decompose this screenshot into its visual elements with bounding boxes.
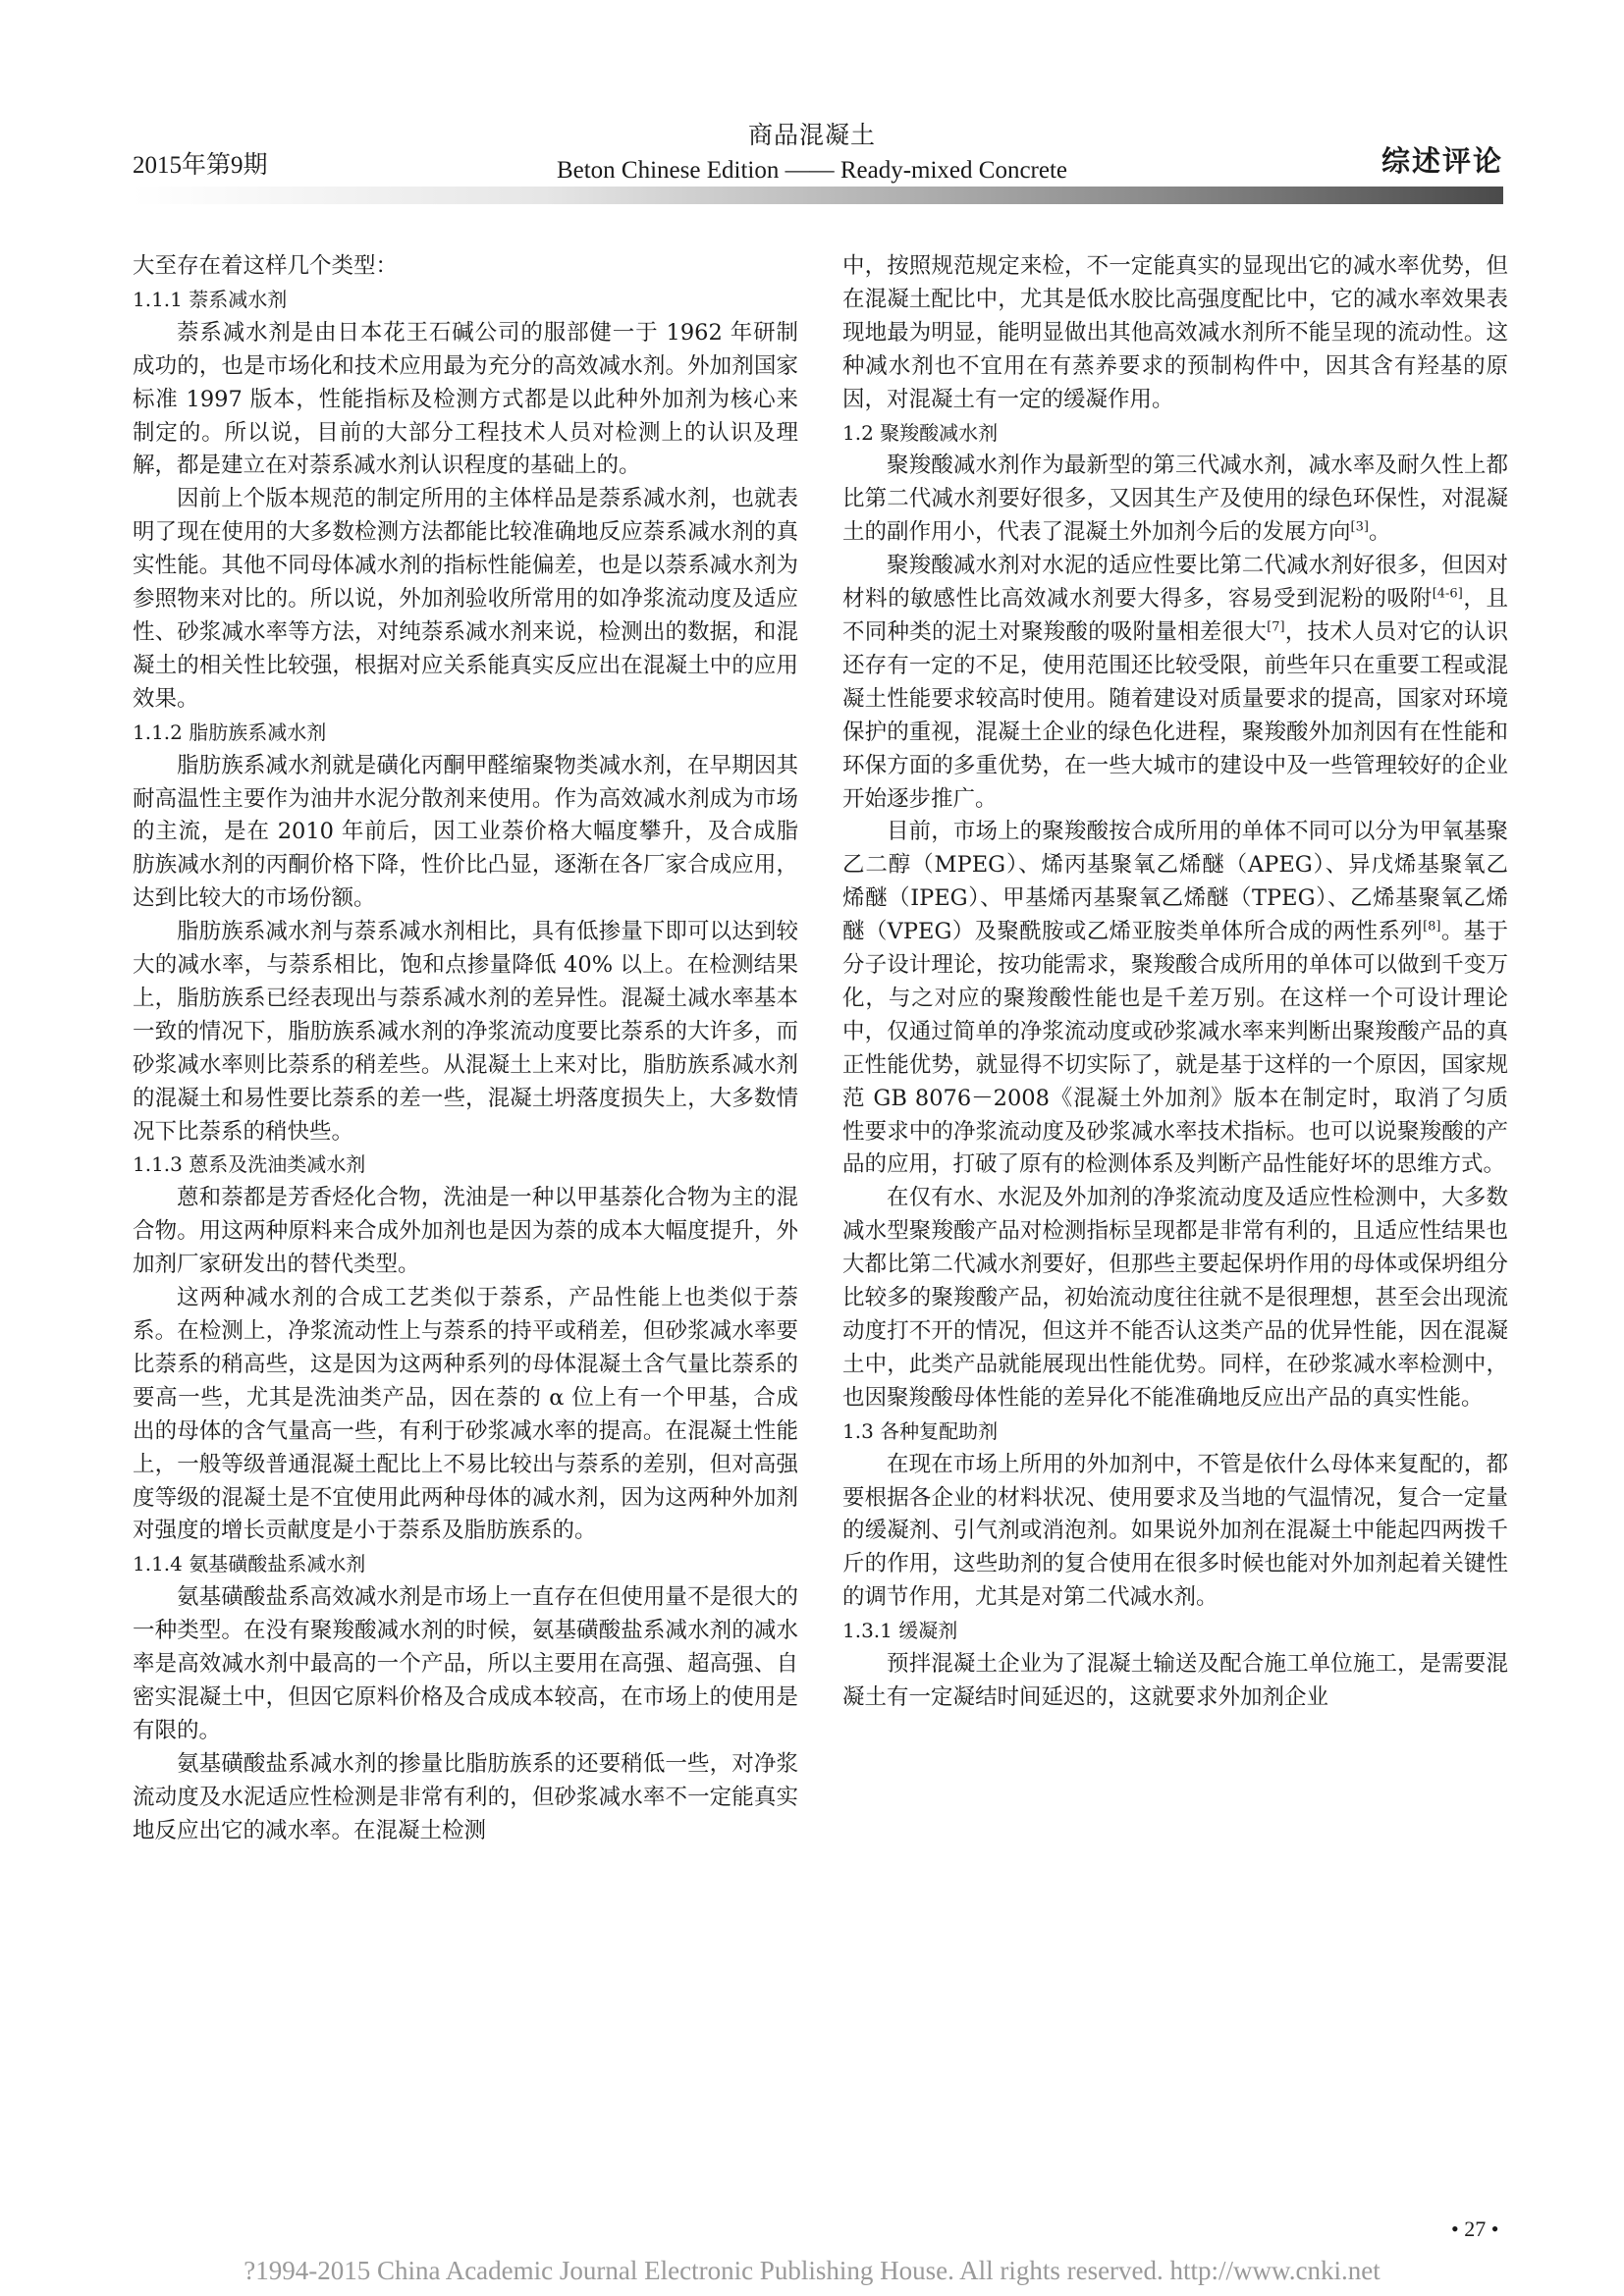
paragraph-text: 。基于分子设计理论，按功能需求，聚羧酸合成所用的单体可以做到千变万化，与之对应的聚羧酸性能也是千差万别。在这样一个可设计理论中，仅通过简单的净浆流动度或砂浆减水率来判断出聚羧酸产品的真正性能优势，就显得不切实际了，就是基于这样的一个原因，国家规范 GB 8076－2008《混凝土外加剂》版本在制定时，取消了匀质性要求中的净浆流动度及砂浆减水率技术指标。也可以说聚羧酸的产品的应用，打破了原有的检测体系及判断产品性能好坏的思维方式。: [842, 919, 1508, 1178]
body-paragraph: 脂肪族系减水剂就是磺化丙酮甲醛缩聚物类减水剂，在早期因其耐高温性主要作为油井水泥分散剂来使用。作为高效减水剂成为市场的主流，是在 2010 年前后，因工业萘价格大幅度攀升，及合成脂肪族减水剂的丙酮价格下降，性价比凸显，逐渐在各厂家合成应用，达到比较大的市场份额。: [133, 752, 798, 912]
body-paragraph: 因前上个版本规范的制定所用的主体样品是萘系减水剂，也就表明了现在使用的大多数检测方法都能比较准确地反应萘系减水剂的真实性能。其他不同母体减水剂的指标性能偏差，也是以萘系减水剂为参照物来对比的。所以说，外加剂验收所常用的如净浆流动度及适应性、砂浆减水率等方法，对纯萘系减水剂来说，检测出的数据，和混凝土的相关性比较强，根据对应关系能真实反应出在混凝土中的应用效果。: [133, 486, 798, 712]
section-heading: 1.1.2 脂肪族系减水剂: [133, 720, 327, 744]
left-column: [133, 250, 798, 1848]
section-heading: 1.1.1 萘系减水剂: [133, 287, 288, 311]
issue-label: 2015年第9期: [133, 152, 268, 179]
header-rule: [133, 187, 1503, 204]
paragraph-text: 目前，市场上的聚羧酸按合成所用的单体不同可以分为甲氧基聚乙二醇（MPEG）、烯丙基聚氧乙烯醚（APEG）、异戊烯基聚氧乙烯醚（IPEG）、甲基烯丙基聚氧乙烯醚（TPEG）、乙烯基聚氧乙烯醚（VPEG）及聚酰胺或乙烯亚胺类单体所合成的两性系列: [842, 819, 1508, 945]
body-paragraph: 脂肪族系减水剂与萘系减水剂相比，具有低掺量下即可以达到较大的减水率，与萘系相比，饱和点掺量降低 40% 以上。在检测结果上，脂肪族系已经表现出与萘系减水剂的差异性。混凝土减水率基本一致的情况下，脂肪族系减水剂的净浆流动度要比萘系的大许多，而砂浆减水率则比萘系的稍差些。从混凝土上来对比，脂肪族系减水剂的混凝土和易性要比萘系的差一些，混凝土坍落度损失上，大多数情况下比萘系的稍快些。: [133, 919, 798, 1145]
paragraph-text: ，且不同种类的泥土对聚羧酸的吸附量相差很大: [842, 586, 1508, 645]
journal-subtitle: Beton Chinese Edition —— Ready-mixed Concrete: [556, 157, 1068, 184]
section-heading: 1.3.1 缓凝剂: [842, 1619, 958, 1643]
citation-reference: [7]: [1267, 619, 1285, 635]
paragraph-text: 聚羧酸减水剂对水泥的适应性要比第二代减水剂好很多，但因对材料的敏感性比高效减水剂要大得多，容易受到泥粉的吸附: [842, 553, 1508, 613]
right-column: [842, 250, 1508, 1715]
body-paragraph: 这两种减水剂的合成工艺类似于萘系，产品性能上也类似于萘系。在检测上，净浆流动性上与萘系的持平或稍差，但砂浆减水率要比萘系的稍高些，这是因为这两种系列的母体混凝土含气量比萘系的要高一些，尤其是洗油类产品，因在萘的 α 位上有一个甲基，合成出的母体的含气量高一些，有利于砂浆减水率的提高。在混凝土性能上，一般等级普通混凝土配比上不易比较出与萘系的差别，但对高强度等级的混凝土是不宜使用此两种母体的减水剂，因为这两种外加剂对强度的增长贡献度是小于萘系及脂肪族系的。: [133, 1285, 798, 1544]
copyright-footer: ?1994-2015 China Academic Journal Electronic Publishing House. All rights reserved. http://www.cnki.net: [244, 2256, 1380, 2285]
journal-name: 商品混凝土: [747, 121, 876, 149]
body-paragraph: [842, 450, 1508, 550]
body-paragraph: [842, 816, 1508, 1182]
body-paragraph: 氨基磺酸盐系减水剂的掺量比脂肪族系的还要稍低一些，对净浆流动度及水泥适应性检测是非常有利的，但砂浆减水率不一定能真实地反应出它的减水率。在混凝土检测: [133, 1750, 798, 1843]
section-heading: 1.3 各种复配助剂: [842, 1418, 999, 1443]
body-paragraph: [842, 550, 1508, 816]
paragraph-text: ，技术人员对它的认识还存有一定的不足，使用范围还比较受限，前些年只在重要工程或混凝土性能要求较高时使用。随着建设对质量要求的提高，国家对环境保护的重视，混凝土企业的绿色化进程，聚羧酸外加剂因有在性能和环保方面的多重优势，在一些大城市的建设中及一些管理较好的企业开始逐步推广。: [842, 618, 1508, 812]
body-paragraph: 蒽和萘都是芳香烃化合物，洗油是一种以甲基萘化合物为主的混合物。用这两种原料来合成外加剂也是因为萘的成本大幅度提升，外加剂厂家研发出的替代类型。: [133, 1185, 798, 1278]
section-heading: 1.1.3 蒽系及洗油类减水剂: [133, 1152, 366, 1177]
paragraph-text: 聚羧酸减水剂作为最新型的第三代减水剂，减水率及耐久性上都比第二代减水剂要好很多，又因其生产及使用的绿色环保性，对混凝土的副作用小，代表了混凝土外加剂今后的发展方向: [842, 453, 1508, 546]
body-paragraph: 在仅有水、水泥及外加剂的净浆流动度及适应性检测中，大多数减水型聚羧酸产品对检测指标呈现都是非常有利的，且适应性结果也大都比第二代减水剂要好，但那些主要起保坍作用的母体或保坍组分比较多的聚羧酸产品，初始流动度往往就不是很理想，甚至会出现流动度打不开的情况，但这并不能否认这类产品的优异性能，因在混凝土中，此类产品就能展现出性能优势。同样，在砂浆减水率检测中，也因聚羧酸母体性能的差异化不能准确地反应出产品的真实性能。: [842, 1185, 1508, 1411]
body-paragraph: 氨基磺酸盐系高效减水剂是市场上一直存在但使用量不是很大的一种类型。在没有聚羧酸减水剂的时候，氨基磺酸盐系减水剂的减水率是高效减水剂中最高的一个产品，所以主要用在高强、超高强、自密实混凝土中，但因它原料价格及合成成本较高，在市场上的使用是有限的。: [133, 1584, 798, 1743]
page-number: • 27 •: [1451, 2216, 1499, 2241]
section-heading: 1.1.4 氨基磺酸盐系减水剂: [133, 1552, 366, 1576]
citation-reference: [4-6]: [1432, 586, 1463, 602]
section-heading: 1.2 聚羧酸减水剂: [842, 420, 999, 445]
body-paragraph: 萘系减水剂是由日本花王石碱公司的服部健一于 1962 年研制成功的，也是市场化和技术应用最为充分的高效减水剂。外加剂国家标准 1997 版本，性能指标及检测方式都是以此种外加剂为核心来制定的。所以说，目前的大部分工程技术人员对检测上的认识及理解，都是建立在对萘系减水剂认识程度的基础上的。: [133, 319, 798, 479]
paragraph-text: 。: [1368, 519, 1391, 546]
body-paragraph: 大至存在着这样几个类型：: [133, 253, 399, 279]
body-paragraph: 预拌混凝土企业为了混凝土输送及配合施工单位施工，是需要混凝土有一定凝结时间延迟的，这就要求外加剂企业: [842, 1651, 1508, 1710]
body-paragraph: 在现在市场上所用的外加剂中，不管是依什么母体来复配的，都要根据各企业的材料状况、使用要求及当地的气温情况，复合一定量的缓凝剂、引气剂或消泡剂。如果说外加剂在混凝土中能起四两拨千斤的作用，这些助剂的复合使用在很多时候也能对外加剂起着关键性的调节作用，尤其是对第二代减水剂。: [842, 1451, 1508, 1611]
citation-reference: [3]: [1350, 519, 1369, 535]
body-paragraph: 中，按照规范规定来检，不一定能真实的显现出它的减水率优势，但在混凝土配比中，尤其是低水胶比高强度配比中，它的减水率效果表现地最为明显，能明显做出其他高效减水剂所不能呈现的流动性。这种减水剂也不宜用在有蒸养要求的预制构件中，因其含有羟基的原因，对混凝土有一定的缓凝作用。: [842, 253, 1508, 412]
citation-reference: [8]: [1423, 919, 1441, 934]
section-label: 综述评论: [1380, 144, 1503, 178]
